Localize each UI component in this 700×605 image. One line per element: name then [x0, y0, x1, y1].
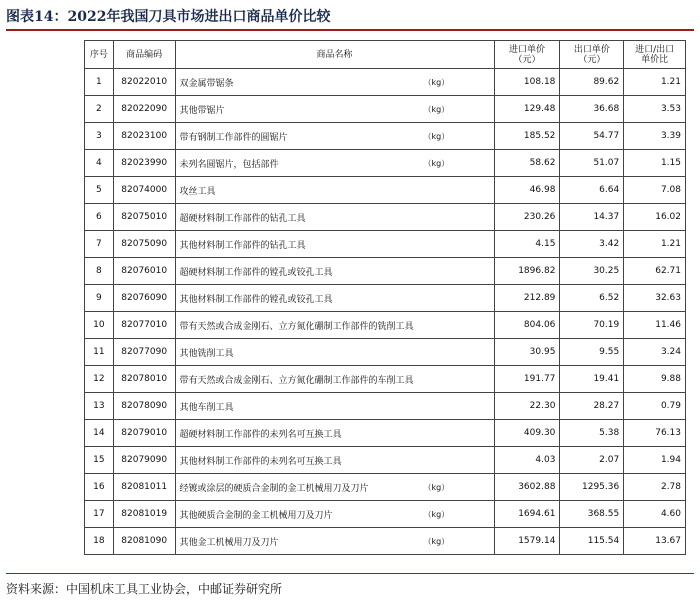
row-export-price-cell: 19.41	[560, 366, 624, 393]
row-import-price-cell: 804.06	[494, 312, 560, 339]
table-row	[85, 447, 686, 474]
row-code-cell: 82081011	[113, 474, 175, 501]
row-import-price-cell: 212.89	[494, 285, 560, 312]
row-ratio-cell: 3.53	[624, 96, 686, 123]
table-row	[85, 393, 686, 420]
table-row	[85, 231, 686, 258]
row-ratio-cell: 3.24	[624, 339, 686, 366]
header-import-price-line2: （元）	[513, 54, 541, 65]
row-import-price-cell: 191.77	[494, 366, 560, 393]
table-header-row	[85, 41, 686, 69]
row-code-cell: 82075090	[113, 231, 175, 258]
row-index-cell: 16	[85, 474, 114, 501]
row-code-cell: 82079010	[113, 420, 175, 447]
table-row	[85, 150, 686, 177]
row-ratio-cell: 62.71	[624, 258, 686, 285]
row-name-cell	[175, 528, 494, 555]
row-code-cell: 82081090	[113, 528, 175, 555]
row-unit-text: （kg）	[423, 482, 450, 492]
row-index-cell: 3	[85, 123, 114, 150]
row-index-cell: 1	[85, 69, 114, 96]
table-body	[85, 69, 686, 555]
row-export-price-cell: 89.62	[560, 69, 624, 96]
table-row	[85, 339, 686, 366]
row-name-cell	[175, 285, 494, 312]
row-export-price-cell: 6.64	[560, 177, 624, 204]
row-index-cell: 14	[85, 420, 114, 447]
source-note: 资料来源：中国机床工具工业协会，中邮证券研究所	[6, 582, 283, 596]
row-unit-text: （kg）	[423, 509, 450, 519]
row-index-cell: 12	[85, 366, 114, 393]
row-code-cell: 82075010	[113, 204, 175, 231]
row-index-cell: 13	[85, 393, 114, 420]
header-export-price-line2: （元）	[578, 54, 606, 65]
table-row	[85, 96, 686, 123]
row-name-text: 带有天然或合成金刚石、立方氮化硼制工作部件的铣削工具	[179, 321, 414, 332]
row-export-price-cell: 6.52	[560, 285, 624, 312]
header-price-ratio-line2: 单价比	[641, 54, 669, 65]
row-unit-text: （kg）	[423, 536, 450, 546]
table-row	[85, 474, 686, 501]
row-code-cell: 82023990	[113, 150, 175, 177]
row-name-cell	[175, 150, 494, 177]
table-row	[85, 123, 686, 150]
header-import-price	[494, 41, 560, 69]
row-code-cell: 82022090	[113, 96, 175, 123]
header-code: 商品编码	[113, 41, 175, 69]
row-import-price-cell: 230.26	[494, 204, 560, 231]
row-export-price-cell: 115.54	[560, 528, 624, 555]
row-name-cell	[175, 447, 494, 474]
row-unit-text: （kg）	[423, 158, 450, 168]
table-row	[85, 501, 686, 528]
row-export-price-cell: 70.19	[560, 312, 624, 339]
row-ratio-cell: 0.79	[624, 393, 686, 420]
table-row	[85, 420, 686, 447]
row-ratio-cell: 76.13	[624, 420, 686, 447]
table-row	[85, 285, 686, 312]
row-import-price-cell: 30.95	[494, 339, 560, 366]
row-export-price-cell: 28.27	[560, 393, 624, 420]
price-comparison-table	[84, 40, 686, 555]
header-name: 商品名称	[175, 41, 494, 69]
row-name-cell	[175, 312, 494, 339]
row-name-text: 其他材料制工作部件的镗孔或铰孔工具	[179, 294, 333, 305]
row-name-cell	[175, 177, 494, 204]
row-name-text: 超硬材料制工作部件的未列名可互换工具	[179, 429, 342, 440]
row-export-price-cell: 1295.36	[560, 474, 624, 501]
row-code-cell: 82022010	[113, 69, 175, 96]
row-import-price-cell: 1694.61	[494, 501, 560, 528]
row-import-price-cell: 4.03	[494, 447, 560, 474]
row-name-text: 其他车削工具	[179, 402, 234, 413]
row-ratio-cell: 3.39	[624, 123, 686, 150]
row-export-price-cell: 30.25	[560, 258, 624, 285]
row-export-price-cell: 5.38	[560, 420, 624, 447]
row-index-cell: 11	[85, 339, 114, 366]
row-code-cell: 82077010	[113, 312, 175, 339]
row-name-text: 其他带锯片	[179, 105, 225, 116]
table-row	[85, 366, 686, 393]
row-name-text: 未列名圆锯片，包括部件	[179, 159, 279, 170]
row-code-cell: 82023100	[113, 123, 175, 150]
row-import-price-cell: 185.52	[494, 123, 560, 150]
row-code-cell: 82078010	[113, 366, 175, 393]
header-price-ratio	[624, 41, 686, 69]
row-export-price-cell: 14.37	[560, 204, 624, 231]
row-unit-text: （kg）	[423, 131, 450, 141]
table-row	[85, 204, 686, 231]
footer-rule	[6, 573, 694, 574]
row-export-price-cell: 2.07	[560, 447, 624, 474]
row-unit-text: （kg）	[423, 77, 450, 87]
row-export-price-cell: 54.77	[560, 123, 624, 150]
table-row	[85, 69, 686, 96]
row-import-price-cell: 4.15	[494, 231, 560, 258]
row-index-cell: 4	[85, 150, 114, 177]
row-name-cell	[175, 339, 494, 366]
row-name-cell	[175, 501, 494, 528]
figure-title: 图表14：2022年我国刀具市场进出口商品单价比较	[6, 9, 331, 25]
row-ratio-cell: 1.15	[624, 150, 686, 177]
row-name-text: 带有天然或合成金刚石、立方氮化硼制工作部件的车削工具	[179, 375, 414, 386]
row-export-price-cell: 3.42	[560, 231, 624, 258]
row-index-cell: 5	[85, 177, 114, 204]
row-index-cell: 17	[85, 501, 114, 528]
row-ratio-cell: 4.60	[624, 501, 686, 528]
row-ratio-cell: 1.94	[624, 447, 686, 474]
row-code-cell: 82077090	[113, 339, 175, 366]
row-name-cell	[175, 204, 494, 231]
table-row	[85, 528, 686, 555]
row-code-cell: 82076010	[113, 258, 175, 285]
row-export-price-cell: 51.07	[560, 150, 624, 177]
header-price-ratio-line1: 进口/出口	[635, 44, 675, 55]
row-name-text: 超硬材料制工作部件的钻孔工具	[179, 213, 306, 224]
row-index-cell: 6	[85, 204, 114, 231]
row-ratio-cell: 16.02	[624, 204, 686, 231]
row-ratio-cell: 7.08	[624, 177, 686, 204]
row-ratio-cell: 11.46	[624, 312, 686, 339]
row-index-cell: 15	[85, 447, 114, 474]
row-import-price-cell: 22.30	[494, 393, 560, 420]
row-ratio-cell: 13.67	[624, 528, 686, 555]
row-name-text: 其他铣削工具	[179, 348, 234, 359]
row-import-price-cell: 46.98	[494, 177, 560, 204]
row-index-cell: 7	[85, 231, 114, 258]
row-name-text: 经镀或涂层的硬质合金制的金工机械用刀及刀片	[179, 483, 369, 494]
row-ratio-cell: 1.21	[624, 231, 686, 258]
row-export-price-cell: 36.68	[560, 96, 624, 123]
table-row	[85, 312, 686, 339]
row-index-cell: 2	[85, 96, 114, 123]
row-name-cell	[175, 420, 494, 447]
row-index-cell: 10	[85, 312, 114, 339]
row-name-text: 其他材料制工作部件的未列名可互换工具	[179, 456, 342, 467]
row-ratio-cell: 1.21	[624, 69, 686, 96]
row-import-price-cell: 1896.82	[494, 258, 560, 285]
row-name-text: 攻丝工具	[179, 186, 216, 197]
row-name-text: 超硬材料制工作部件的镗孔或铰孔工具	[179, 267, 333, 278]
row-code-cell: 82078090	[113, 393, 175, 420]
table-row	[85, 258, 686, 285]
row-ratio-cell: 9.88	[624, 366, 686, 393]
row-name-cell	[175, 474, 494, 501]
row-code-cell: 82076090	[113, 285, 175, 312]
row-import-price-cell: 1579.14	[494, 528, 560, 555]
row-import-price-cell: 58.62	[494, 150, 560, 177]
row-name-text: 其他金工机械用刀及刀片	[179, 537, 279, 548]
row-name-cell	[175, 96, 494, 123]
title-rule	[6, 29, 694, 31]
row-name-text: 双金属带锯条	[179, 78, 234, 89]
row-name-cell	[175, 69, 494, 96]
row-name-text: 带有钢制工作部件的圆锯片	[179, 132, 288, 143]
row-unit-text: （kg）	[423, 104, 450, 114]
row-code-cell: 82079090	[113, 447, 175, 474]
row-import-price-cell: 129.48	[494, 96, 560, 123]
header-export-price-line1: 出口单价	[573, 44, 610, 55]
row-import-price-cell: 108.18	[494, 69, 560, 96]
row-name-cell	[175, 393, 494, 420]
row-index-cell: 18	[85, 528, 114, 555]
row-ratio-cell: 32.63	[624, 285, 686, 312]
row-code-cell: 82074000	[113, 177, 175, 204]
row-index-cell: 8	[85, 258, 114, 285]
row-export-price-cell: 9.55	[560, 339, 624, 366]
row-import-price-cell: 409.30	[494, 420, 560, 447]
row-index-cell: 9	[85, 285, 114, 312]
row-ratio-cell: 2.78	[624, 474, 686, 501]
row-name-cell	[175, 258, 494, 285]
header-import-price-line1: 进口单价	[508, 44, 545, 55]
table-row	[85, 177, 686, 204]
row-name-cell	[175, 123, 494, 150]
header-index: 序号	[85, 41, 114, 69]
row-name-text: 其他材料制工作部件的钻孔工具	[179, 240, 306, 251]
row-name-cell	[175, 366, 494, 393]
row-name-cell	[175, 231, 494, 258]
row-export-price-cell: 368.55	[560, 501, 624, 528]
row-import-price-cell: 3602.88	[494, 474, 560, 501]
header-export-price	[560, 41, 624, 69]
row-name-text: 其他硬质合金制的金工机械用刀及刀片	[179, 510, 333, 521]
row-code-cell: 82081019	[113, 501, 175, 528]
